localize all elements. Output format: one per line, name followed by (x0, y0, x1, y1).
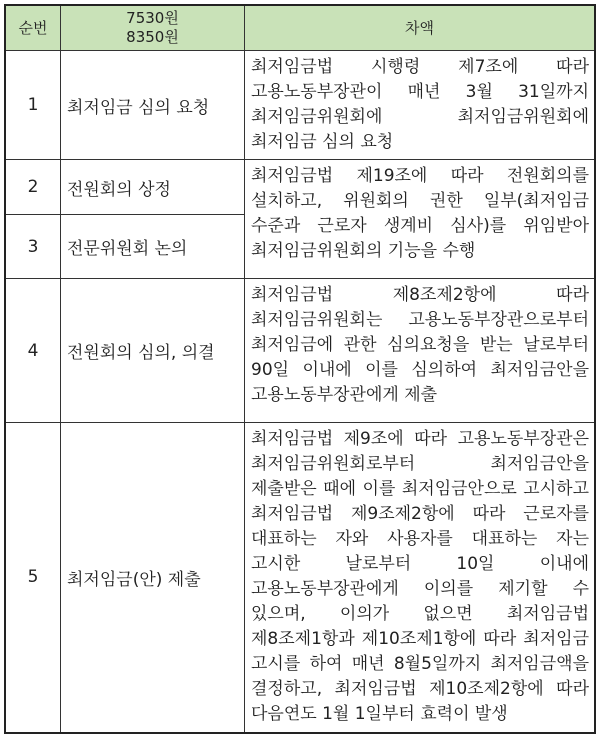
row-step: 전문위원회 논의 (61, 215, 245, 279)
row-step: 전원회의 상정 (61, 160, 245, 215)
table-header-row (5, 5, 595, 51)
row-detail (245, 51, 596, 160)
row-number: 4 (5, 279, 61, 423)
row-step: 최저임금 심의 요청 (61, 51, 245, 160)
row-detail-text: 최저임금법 제8조제2항에 따라 최저임금위원회는 고용노동부장관으로부터 최저임금에 관한 심의요청을 받는 날로부터 90일 이내에 이를 심의하여 최저임금안을 고용노동부장관에게 제출 (251, 285, 589, 405)
row-step: 전원회의 심의, 의결 (61, 279, 245, 423)
row-number: 2 (5, 160, 61, 215)
row-detail (245, 423, 596, 733)
table-row (5, 160, 595, 215)
row-detail-text: 최저임금법 시행령 제7조에 따라 고용노동부장관이 매년 3월 31일까지 최저임금위원회에 최저임금위원회에 최저임금 심의 요청 (251, 57, 589, 152)
table-row (5, 423, 595, 733)
row-detail-text: 최저임금법 제9조에 따라 고용노동부장관은 최저임금위원회로부터 최저임금안을 제출받은 때에 이를 최저임금안으로 고시하고 최저임금법 제9조제2항에 따라 근로자를 대표하는 자와 사용자를 대표하는 자는 고시한 날로부터 10일 이내에 고용노동부장관에게 이의를 제기할 수 있으며, 이의가 없으면 최저임금법 제8조제1항과 제10조제1항에 따라 최저임금 고시를 하여 매년 8월5일까지 최저임금액을 결정하고, 최저임금법 제10조제2항에 따라 다음연도 1월 1일부터 효력이 발생 (251, 429, 589, 724)
row-detail (245, 279, 596, 423)
header-no: 순번 (5, 5, 61, 51)
table-row (5, 51, 595, 160)
row-detail-text: 최저임금법 제19조에 따라 전원회의를 설치하고, 위원회의 권한 일부(최저임금 수준과 근로자 생계비 심사)를 위임받아 최저임금위원회의 기능을 수행 (251, 166, 589, 261)
header-step (61, 5, 245, 51)
row-detail-merged (245, 160, 596, 279)
procedure-table-wrapper (4, 4, 596, 734)
row-step: 최저임금(안) 제출 (61, 423, 245, 733)
header-detail: 차액 (245, 5, 596, 51)
header-step-line1: 7530원 (126, 9, 179, 27)
procedure-table (4, 4, 596, 734)
row-number: 3 (5, 215, 61, 279)
row-number: 1 (5, 51, 61, 160)
row-number: 5 (5, 423, 61, 733)
table-row (5, 279, 595, 423)
header-step-line2: 8350원 (126, 28, 179, 46)
